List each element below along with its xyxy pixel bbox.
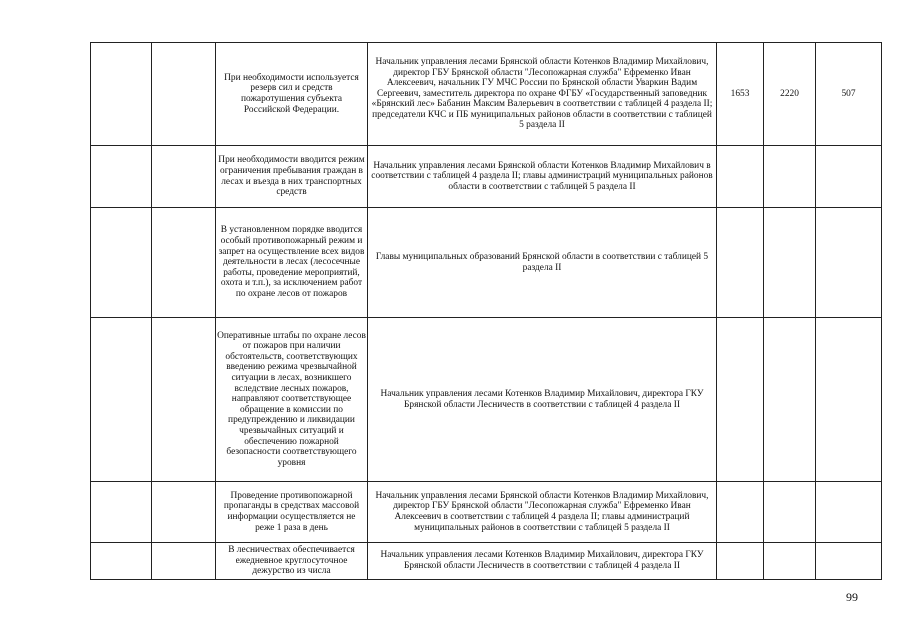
value-cell-1 [717, 543, 764, 580]
table-row [91, 482, 882, 543]
empty-cell [152, 482, 216, 543]
table-row [91, 43, 882, 146]
responsible-cell: Начальник управления лесами Котенков Владимир Михайлович, директора ГКУ Брянской области Лесничеств в соответствии с таблицей 4 раздела II [368, 543, 717, 580]
responsible-cell: Начальник управления лесами Брянской области Котенков Владимир Михайлович, директор ГБУ Брянской области "Лесопожарная служба" Ефременко Иван Алексеевич в соответствии с таблицей 4 раздела II; главы администраций муниципальных районов в соответствии с таблицей 5 раздела II [368, 482, 717, 543]
value-cell-1 [717, 146, 764, 208]
table-row [91, 543, 882, 580]
empty-cell [91, 543, 152, 580]
value-cell-2 [764, 208, 816, 318]
value-cell-1 [717, 482, 764, 543]
value-cell-2 [764, 318, 816, 482]
empty-cell [91, 318, 152, 482]
value-cell-3 [816, 318, 882, 482]
condition-cell: Оперативные штабы по охране лесов от пожаров при наличии обстоятельств, соответствующих введению режима чрезвычайной ситуации в лесах, возникшего вследствие лесных пожаров, направляют соответствующее обращение в комиссии по предупреждению и ликвидации чрезвычайных ситуаций и обеспечению пожарной безопасности соответствующего уровня [216, 318, 368, 482]
value-cell-2 [764, 482, 816, 543]
empty-cell [152, 543, 216, 580]
responsible-cell: Начальник управления лесами Брянской области Котенков Владимир Михайлович, директор ГБУ Брянской области "Лесопожарная служба" Ефременко Иван Алексеевич, начальник ГУ МЧС России по Брянской области Уваркин Вадим Сергеевич, заместитель директора по охране ФГБУ «Государственный заповедник «Брянский лес» Бабанин Максим Валерьевич в соответствии с таблицей 4 раздела II; председатели КЧС и ПБ муниципальных районов области в соответствии с таблицей 5 раздела II [368, 43, 717, 146]
empty-cell [91, 208, 152, 318]
value-cell-3 [816, 146, 882, 208]
table-row [91, 146, 882, 208]
empty-cell [91, 146, 152, 208]
empty-cell [152, 208, 216, 318]
value-cell-1 [717, 318, 764, 482]
document-table [90, 42, 882, 580]
responsible-cell: Начальник управления лесами Брянской области Котенков Владимир Михайлович в соответствии с таблицей 4 раздела II; главы администраций муниципальных районов области в соответствии с таблицей 5 раздела II [368, 146, 717, 208]
condition-cell: В установленном порядке вводится особый противопожарный режим и запрет на осуществление всех видов деятельности в лесах (лесосечные работы, проведение мероприятий, охота и т.п.), за исключением работ по охране лесов от пожаров [216, 208, 368, 318]
responsible-cell: Начальник управления лесами Котенков Владимир Михайлович, директора ГКУ Брянской области Лесничеств в соответствии с таблицей 4 раздела II [368, 318, 717, 482]
value-cell-2: 2220 [764, 43, 816, 146]
value-cell-2 [764, 543, 816, 580]
empty-cell [152, 43, 216, 146]
empty-cell [152, 318, 216, 482]
condition-cell: При необходимости вводится режим ограничения пребывания граждан в лесах и въезда в них транспортных средств [216, 146, 368, 208]
value-cell-1 [717, 208, 764, 318]
empty-cell [91, 482, 152, 543]
empty-cell [152, 146, 216, 208]
value-cell-3 [816, 543, 882, 580]
page-number: 99 [846, 590, 858, 604]
condition-cell: В лесничествах обеспечивается ежедневное круглосуточное дежурство из числа [216, 543, 368, 580]
empty-cell [91, 43, 152, 146]
value-cell-2 [764, 146, 816, 208]
value-cell-3: 507 [816, 43, 882, 146]
condition-cell: Проведение противопожарной пропаганды в средствах массовой информации осуществляется не реже 1 раза в день [216, 482, 368, 543]
value-cell-3 [816, 208, 882, 318]
responsible-cell: Главы муниципальных образований Брянской области в соответствии с таблицей 5 раздела II [368, 208, 717, 318]
value-cell-1: 1653 [717, 43, 764, 146]
table-row [91, 208, 882, 318]
table-row [91, 318, 882, 482]
condition-cell: При необходимости используется резерв сил и средств пожаротушения субъекта Российской Федерации. [216, 43, 368, 146]
value-cell-3 [816, 482, 882, 543]
